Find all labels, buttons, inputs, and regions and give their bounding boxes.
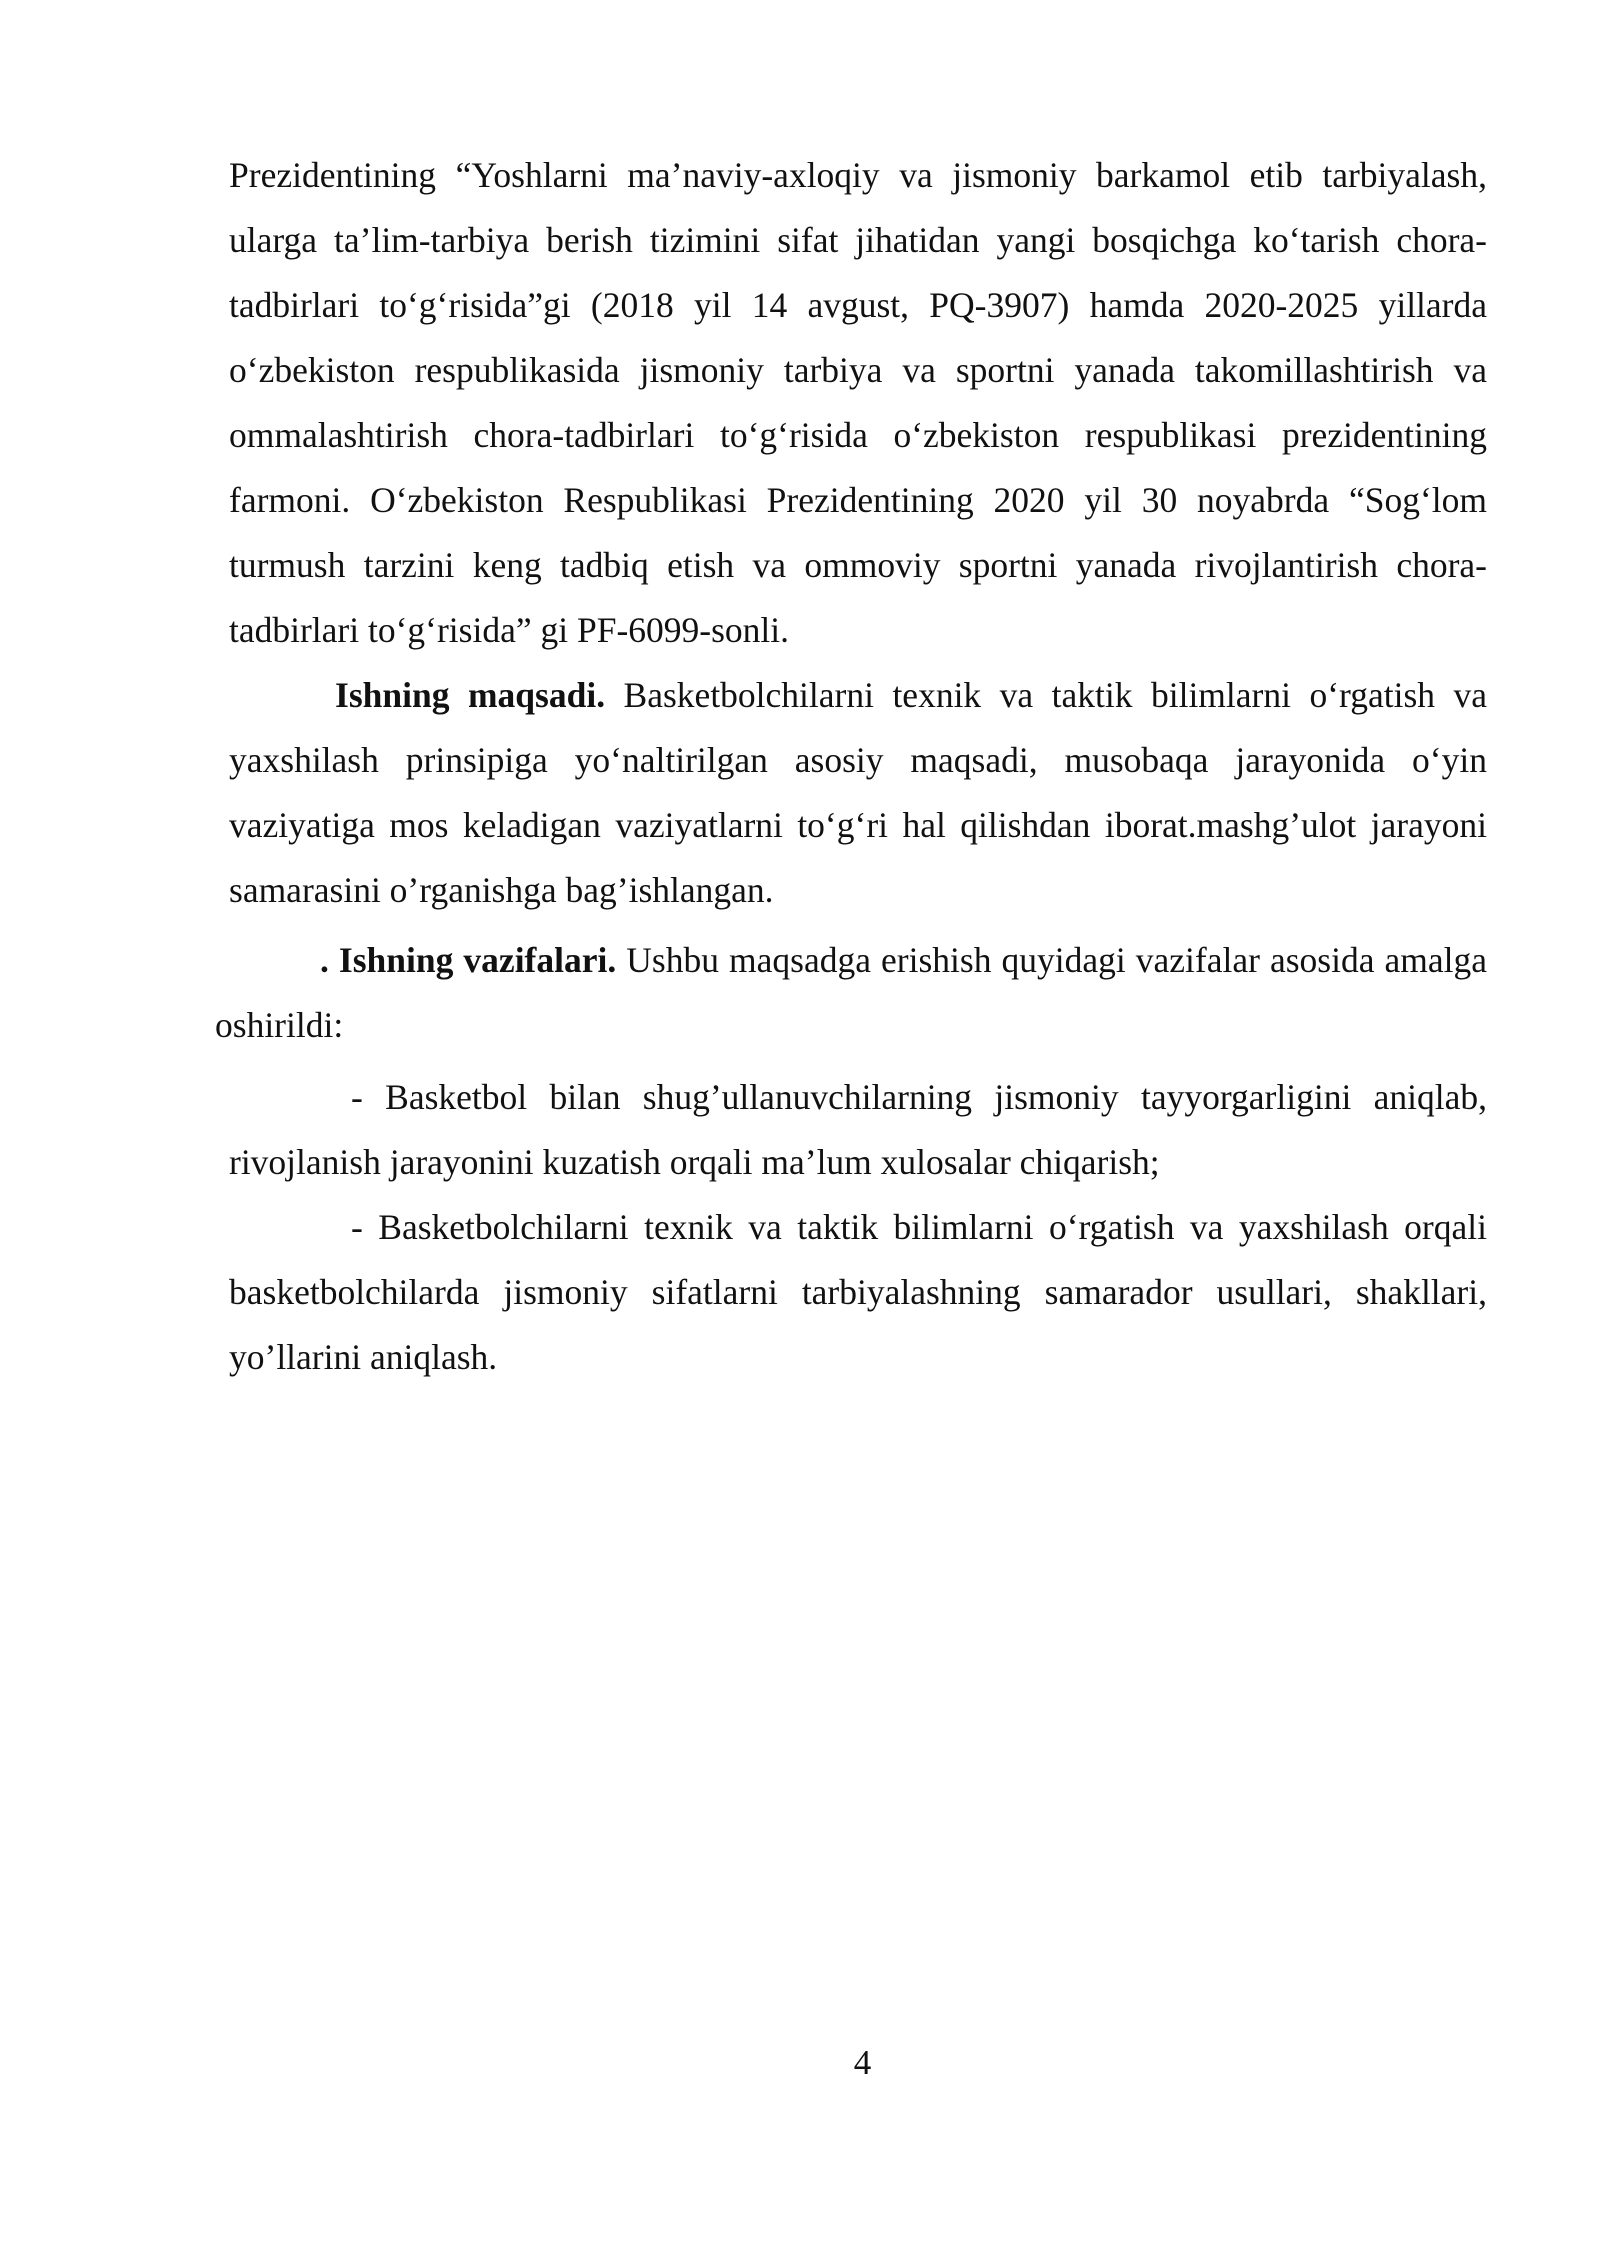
paragraph-work-goal: [229, 663, 1487, 923]
task-item-1: [229, 1065, 1487, 1195]
paragraph-presidential-decrees: [229, 143, 1487, 663]
task-item-2: [229, 1195, 1487, 1390]
paragraph-text: Basketbolchilarni texnik va taktik bilimlarni o‘rgatish va yaxshilash prinsipiga yo‘naltirilgan asosiy maqsadi, musobaqa jarayonida o‘yin vaziyatiga mos keladigan vaziyatlarni to‘g‘ri hal qilishdan iborat.mashg’ulot jarayoni samarasini o’rganishga bag’ishlangan.: [229, 675, 1487, 910]
page-number: 4: [853, 2043, 872, 2082]
work-tasks-heading: . Ishning vazifalari.: [320, 940, 617, 980]
paragraph-text: Ushbu maqsadga erishish quyidagi vazifalar asosida amalga oshirildi:: [215, 940, 1487, 1045]
task-item-text: - Basketbol bilan shug’ullanuvchilarning jismoniy tayyorgarligini aniqlab, rivojlanish jarayonini kuzatish orqali ma’lum xulosalar chiqarish;: [229, 1077, 1487, 1182]
work-goal-heading: Ishning maqsadi.: [335, 675, 606, 715]
task-item-text: - Basketbolchilarni texnik va taktik bilimlarni o‘rgatish va yaxshilash orqali basketbolchilarda jismoniy sifatlarni tarbiyalashning samarador usullari, shakllari, yo’llarini aniqlash.: [229, 1207, 1487, 1377]
paragraph-text: Prezidentining “Yoshlarni ma’naviy-axloqiy va jismoniy barkamol etib tarbiyalash, ularga ta’lim-tarbiya berish tizimini sifat jihatidan yangi bosqichga ko‘tarish chora-tadbirlari to‘g‘risida”gi (2018 yil 14 avgust, PQ-3907) hamda 2020-2025 yillarda o‘zbekiston respublikasida jismoniy tarbiya va sportni yanada takomillashtirish va ommalashtirish chora-tadbirlari to‘g‘risida o‘zbekiston respublikasi prezidentining farmoni. O‘zbekiston Respublikasi Prezidentining 2020 yil 30 noyabrda “Sog‘lom turmush tarzini keng tadbiq etish va ommoviy sportni yanada rivojlantirish chora-tadbirlari to‘g‘risida” gi PF-6099-sonli.: [229, 155, 1487, 650]
paragraph-work-tasks: [215, 928, 1487, 1058]
